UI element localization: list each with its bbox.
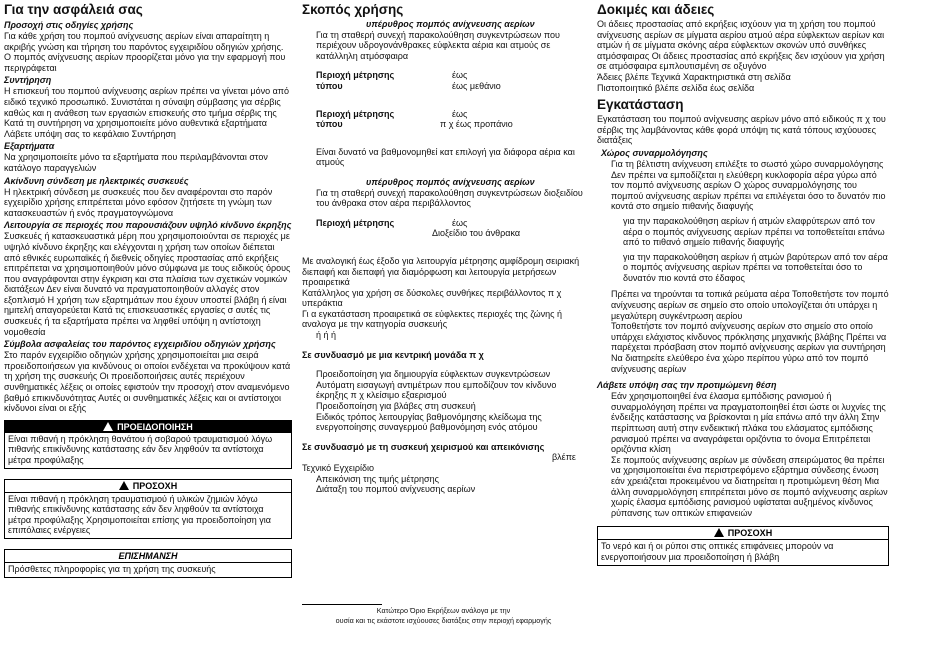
column-safety — [4, 0, 292, 578]
list-item-display-1: Απεικόνιση της τιμής μέτρησης — [316, 473, 439, 484]
section-title-installation: Εγκατάσταση — [597, 97, 684, 113]
paragraph-heavier-gases: για την παρακολούθηση αερίων ή ατμών βαρύτερων από τον αέρα ο πομπός ανίχνευσης αερίων πρέπει να τοποθετείται όσο το δυνατόν πιο κοντά στο έδαφος — [623, 251, 888, 283]
heading-observe-instructions: Προσοχή στις οδηγίες χρήσης — [4, 20, 134, 30]
paragraph-splash-guard: Εάν χρησιμοποιηθεί ένα έλασμα εμπόδισης ρανισμού ή συναρμολόγηση πρέπει να πραγματοποιηθεί έτσι ώστε οι λυχνίες της ένδειξης κατάστασης να βρίσκονται η μία επάνω από την άλλη Στην περίπτωση αυτή στην ενδεικτική πλάκα του ελάσματος εμπόδισης ρανισμού πρέπει να αναγράφεται οριζόντια το όνομα Επιτρέπεται οριζόντια κλίση — [611, 391, 886, 455]
heading-ir-transmitter-2: υπέρυθρος πομπός ανίχνευσης αερίων — [366, 176, 535, 187]
paragraph-calibration: Είναι δυνατό να βαθμονομηθεί κατ επιλογή για διάφορα αέρια και ατμούς — [316, 146, 575, 168]
caution-box-text: Είναι πιθανή η πρόκληση τραυματισμού ή υλικών ζημιών λόγω πιθανής επικίνδυνης κατάστασης εάν δεν ληφθούν τα αντίστοιχα μέτρα προφύλαξης Χρησιμοποιείται επίσης για προειδοποίηση για επιπόλαιες ενέργειες — [8, 493, 271, 536]
range-row-5-gas: Διοξείδιο του άνθρακα — [432, 228, 521, 239]
paragraph-zones-2: ή ή ή — [316, 330, 337, 341]
column-intended-use — [302, 0, 585, 495]
paragraph-accessories: Να χρησιμοποιείτε μόνο τα εξαρτήματα που περιλαμβάνονται στον κατάλογο παραγγελιών — [4, 152, 268, 173]
section-title-approvals: Δοκιμές και άδειες — [597, 2, 715, 17]
paragraph-safety-symbols: Στο παρόν εγχειρίδιο οδηγιών χρήσης χρησιμοποιείται μια σειρά προειδοποιήσεων για κινδύνους οι οποίοι ενδέχεται να προκύψουν κατά τη χρήση της συσκευής Οι προειδοποιήσεις αυτές περιέχουν συνθηματικές λέξεις οι οποίες εφιστούν την προσοχή στον αναμενόμενο βαθμό επικινδυνότητας Αυτές οι συνθηματικές λέξεις και οι αντίστοιχοι κίνδυνοι είναι οι εξής — [4, 350, 291, 414]
paragraph-technical-manual: Τεχνικό Εγχειρίδιο — [302, 463, 375, 473]
paragraph-zones: Γι α εγκατάσταση προαιρετικά σε εύφλεκτες περιοχές της ζώνης ή αναλογα με την κατηγορία συσκευής — [302, 308, 562, 330]
paragraph-harsh-conditions: Κατάλληλος για χρήση σε δύσκολες συνθήκες περιβάλλοντος π χ υπεράκτια — [302, 287, 562, 309]
paragraph-mounting-location: Για τη βέλτιστη ανίχνευση επιλέξτε το σωστό χώρο συναρμολόγησης Δεν πρέπει να εμποδίζεται η ελεύθερη κυκλοφορία αέρα γύρω από τον πομπό ανίχνευσης αερίων Ο χώρος συναρμολόγησης του πομπού ανίχνευσης αερίων πρέπει να επιλέγεται όσο το δυνατόν πιο κοντά στο σημείο πιθανής διαφυγής — [611, 158, 886, 212]
heading-electrical-connection: Ακίνδυνη σύνδεση με ηλεκτρικές συσκευές — [4, 175, 189, 186]
warning-box-text: Είναι πιθανή η πρόκληση θανάτου ή σοβαρού τραυματισμού λόγω πιθανής επικίνδυνης κατάστασης εάν δεν ληφθούν τα αντίστοιχα μέτρα προφύλαξης — [8, 433, 273, 465]
paragraph-electrical-connection: Η ηλεκτρική σύνδεση με συσκευές που δεν αναφέρονται στο παρόν εγχειρίδιο χρήσης επιτρέπεται μόνο εφόσον ζητήσετε τη γνώμη των κατασκευαστών ή ενός πραγματογνώμονα — [4, 186, 273, 218]
column-approvals-installation — [597, 0, 889, 566]
heading-ir-transmitter-1: υπέρυθρος πομπός ανίχνευσης αερίων — [366, 19, 535, 29]
range-row-1: Περιοχή μέτρησης έως — [316, 70, 468, 81]
range-row-5: Περιοχή μέτρησης έως — [316, 217, 468, 228]
warning-label: ΠΡΟΕΙΔΟΠΟΙΗΣΗ — [117, 421, 193, 432]
caution-box-header — [5, 480, 291, 493]
range-row-3: Περιοχή μέτρησης έως — [316, 108, 468, 119]
caution-triangle-icon — [119, 481, 129, 490]
range-row-2: τύπου έως μεθάνιο — [316, 80, 501, 91]
section-title-intended-use: Σκοπός χρήσης — [302, 2, 404, 17]
paragraph-lighter-gases: για την παρακολούθηση αερίων ή ατμών ελαφρύτερων από τον αέρα ο πομπός ανίχνευσης αερίων πρέπει να τοποθετείται επάνω από το πιθανό σημείο πιθανής διαφυγής — [623, 215, 885, 248]
warning-box-header — [5, 421, 291, 433]
paragraph-approvals: Οι άδειες προστασίας από εκρήξεις ισχύουν για τη χρήση του πομπού ανίχνευσης αερίων σε μίγματα αερίου ατμού αέρα εύφλεκτων αερίων και ατμών ή σε μίγματα σκόνης αέρα εύφλεκτων σκονών υπό συνθήκες ατμόσφαιρας Οι άδειες προστασίας από εκρήξεις δεν ισχύουν για χρήση σε ατμόσφαιρα εμπλουτισμένη σε οξυγόνο — [597, 19, 885, 72]
paragraph-air-currents: Πρέπει να τηρούνται τα τοπικά ρεύματα αέρα Τοποθετήστε τον πομπό ανίχνευσης αερίων σε σημείο στο οποίο υπολογίζεται ότι υπάρχει η μεγαλύτερη συγκέντρωση αερίου — [611, 289, 889, 321]
footnote — [302, 606, 585, 625]
warning-box — [4, 420, 292, 469]
paragraph-ir-transmitter-2: Για τη σταθερή συνεχή παρακολούθηση συγκεντρώσεων διοξειδίου του άνθρακα στον αέρα περιβάλλοντος — [316, 187, 583, 209]
paragraph-observe-instructions: Για κάθε χρήση του πομπού ανίχνευσης αερίων είναι απαραίτητη η ακριβής γνώση και τήρηση του παρόντος εγχειριδίου οδηγιών χρήσης. Ο πομπός ανίχνευσης αερίων προορίζεται μόνο για την εφαρμογή που περιγράφεται — [4, 31, 286, 73]
list-item-central-4: Ειδικός τρόπος λειτουργίας βαθμονόμησης κλείδωμα της ενεργοποίησης συναγερμού βαθμονόμηση ενός ατόμου — [316, 411, 542, 433]
heading-preferred-position: Λάβετε υπόψη σας την προτιμώμενη θέση — [597, 380, 777, 391]
caution-box-optics-header — [598, 527, 888, 540]
range-row-4: τύπου π χ έως προπάνιο — [316, 119, 513, 130]
footnote-line-2: ουσία και τις εκάστοτε ισχύουσες διατάξεις στην περιοχή εφαρμογής — [335, 615, 552, 625]
list-item-central-2: Αυτόματη εισαγωγή αντιμέτρων που εμποδίζουν τον κίνδυνο έκρηξης π χ κλείσιμο εξαερισμού — [316, 379, 557, 401]
heading-maintenance: Συντήρηση — [4, 75, 52, 86]
caution-box — [4, 479, 292, 539]
caution-triangle-icon — [714, 528, 724, 537]
caution-label: ΠΡΟΣΟΧΗ — [132, 480, 178, 491]
notice-box — [4, 549, 292, 578]
footnote-rule — [302, 604, 382, 605]
caution-box-optics — [597, 526, 889, 565]
list-item-central-1: Προειδοποίηση για δημιουργία εύφλεκτων συγκεντρώσεων — [316, 369, 551, 380]
paragraph-thread-connection: Σε πομπούς ανίχνευσης αερίων με σύνδεση σπειρώματος θα πρέπει να χρησιμοποιείται ένα περιστρεφόμενο εξάρτημα σύνδεσης ένωση εάν χρειάζεται προκειμένου να διατηρείται η προτιμώμενη θέση Μια άλλη συναρμολόγηση επιτρέπεται μόνο σε πομπό ανίχνευσης αερίων χωρίς έλασμα εμπόδισης ρανισμού υφίσταται αυξημένος κίνδυνος ρύπανσης των οπτικών επιφανειών — [611, 454, 888, 518]
paragraph-maintenance: Η επισκευή του πομπού ανίχνευσης αερίων πρέπει να γίνεται μόνο από ειδικό τεχνικό προσωπικό. Συνιστάται η σύναψη σύμβασης για σέρβις καθώς και η ανάθεση των εργασιών επισκευής στο τμήμα σέρβις της Κατά τη συντήρηση να χρησιμοποιείτε μόνο αυθεντικά εξαρτήματα — [4, 86, 289, 129]
paragraph-maintenance-ref: Λάβετε υπόψη σας το κεφάλαιο Συντήρηση — [4, 128, 176, 139]
notice-box-text: Πρόσθετες πληροφορίες για τη χρήση της συσκευής — [8, 563, 216, 574]
paragraph-approvals-ref: Άδειες βλέπε Τεχνικά Χαρακτηριστικά στη σελίδα — [597, 71, 791, 82]
paragraph-installation: Εγκατάσταση του πομπού ανίχνευσης αερίων μόνο από ειδικούς π χ του σέρβις της λαμβάνοντας κάθε φορά υπόψη τις κατά τόπους ισχύουσες διατάξεις — [597, 114, 886, 146]
list-item-display-2: Διάταξη του πομπού ανίχνευσης αερίων — [316, 484, 476, 495]
heading-explosion-areas: Λειτουργία σε περιοχές που παρουσιάζουν υψηλό κίνδυνο έκρηξης — [4, 220, 292, 231]
heading-safety-symbols: Σύμβολα ασφαλείας του παρόντος εγχειριδίου οδηγιών χρήσης — [4, 339, 276, 350]
display-unit-see: βλέπε — [552, 452, 576, 463]
list-item-central-3: Προειδοποίηση για βλάβες στη συσκευή — [316, 401, 476, 412]
footnote-line-1: Κατώτερο Όριο Εκρήξεων ανάλογα με την — [376, 606, 511, 615]
caution-optics-label: ΠΡΟΣΟΧΗ — [727, 528, 773, 539]
heading-accessories: Εξαρτήματα — [4, 141, 55, 152]
paragraph-analog-output: Με αναλογική έως έξοδο για λειτουργία μέτρησης αμφίδρομη σειριακή διεπαφή και διεπαφή για διαμόρφωση και λειτουργία μετρήσεων προαιρετικά — [302, 255, 580, 288]
paragraph-ir-transmitter-1: Για τη σταθερή συνεχή παρακολούθηση συγκεντρώσεων που περιέχουν υδρογονάνθρακες εύφλεκτα αέρια και ατμούς σε κατάλληλη ατμόσφαιρα — [316, 29, 560, 61]
paragraph-certificate-ref: Πιστοποιητικό βλέπε σελίδα έως σελίδα — [597, 82, 755, 93]
heading-display-unit: Σε συνδυασμό με τη συσκευή χειρισμού και απεικόνισης — [302, 441, 545, 452]
heading-mounting-location: Χώρος συναρμολόγησης — [601, 147, 708, 158]
caution-box-optics-text: Το νερό και ή οι ρύποι στις οπτικές επιφάνειες μπορούν να ενεργοποιήσουν μια προειδοποίηση ή βλάβη — [601, 541, 834, 562]
paragraph-mechanical-damage: Τοποθετήστε τον πομπό ανίχνευσης αερίων στο σημείο στο οποίο υπάρχει ελάχιστος κίνδυνος πρόκλησης μηχανικής βλάβης Πρέπει να παρέχεται πρόσβαση στον πομπό ανίχνευσης αερίων για συντήρηση Να διατηρείτε ελεύθερο ένα χώρο περίπου γύρω από τον πομπό ανίχνευσης αερίων — [611, 321, 887, 374]
heading-central-unit: Σε συνδυασμό με μια κεντρική μονάδα π χ — [302, 349, 484, 360]
section-title-safety: Για την ασφάλειά σας — [4, 2, 143, 17]
warning-triangle-icon — [103, 422, 113, 431]
paragraph-explosion-areas: Συσκευές ή κατασκευαστικά μέρη που χρησιμοποιούνται σε περιοχές με υψηλό κίνδυνο έκρηξης και ελέγχονται η χρήση των οποίων διέπεται από εθνικές ευρωπαϊκές ή διεθνείς οδηγίες προστασίας από εκρήξεις επιτρέπεται να χρησιμοποιηθούν μόνο σύμφωνα με τους ειδικούς όρους που αναγράφονται στην έγκριση και στα πλαίσια των σχετικών νομικών διατάξεων Δεν είναι δυνατό να πραγματοποιηθούν αλλαγές στον εξοπλισμό Η χρήση των εξαρτημάτων που έχουν υποστεί βλάβη ή είναι ημιτελή απαγορεύεται Κατά τις επισκευαστικές εργασίες σ αυτές τις συσκευές ή τα εξαρτήματα πρέπει να ληφθεί υπόψη η αντίστοιχη νομοθεσία — [4, 231, 291, 337]
notice-box-header: ΕΠΙΣΗΜΑΝΣΗ — [5, 550, 291, 563]
